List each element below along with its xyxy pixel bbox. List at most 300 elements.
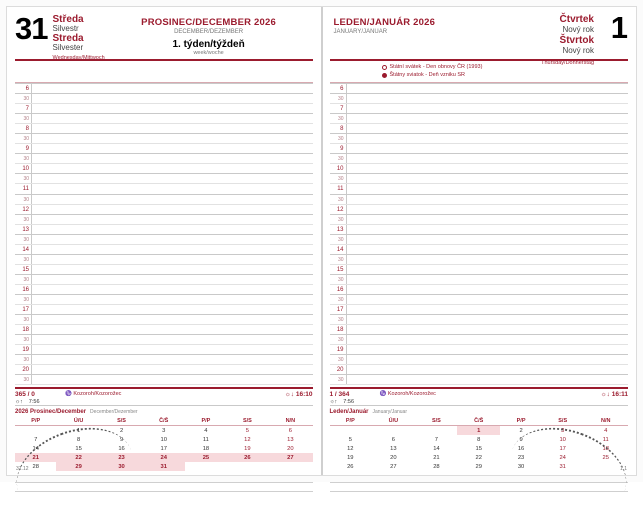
left-calendar-day-cell[interactable]: 25 — [185, 453, 226, 462]
left-halfhour-row[interactable] — [15, 255, 313, 265]
left-hour-writing-line[interactable] — [31, 225, 313, 234]
left-halfhour-writing-line[interactable] — [31, 375, 313, 384]
left-calendar-title-row — [15, 409, 313, 415]
left-calendar-day-cell[interactable]: 26 — [227, 453, 268, 462]
right-zodiac-label: Kozoroh/Kozorožec — [387, 391, 436, 398]
left-halfhour-writing-line[interactable] — [31, 315, 313, 324]
right-calendar-day-cell[interactable]: 2 — [519, 427, 523, 434]
right-halfhour-label: 30 — [337, 256, 344, 263]
right-calendar-title: Leden/Január — [329, 409, 369, 416]
right-halfhour-row[interactable] — [330, 215, 629, 225]
left-halfhour-row[interactable] — [15, 295, 313, 305]
sunrise-icon: ☼↑ — [329, 399, 338, 406]
right-day-number: 1 — [610, 10, 628, 45]
left-calendar-day-cell[interactable]: 3 — [162, 427, 166, 434]
right-halfhour-row[interactable] — [330, 255, 629, 265]
right-halfhour-writing-line[interactable] — [346, 375, 629, 384]
right-hour-label: 13 — [336, 226, 344, 233]
right-hour-writing-line[interactable] — [346, 245, 629, 254]
right-sunset-time: 16:11 — [611, 391, 628, 399]
right-calendar-day-cell[interactable] — [330, 426, 372, 436]
right-halfhour-row[interactable] — [330, 335, 629, 345]
left-calendar-day-cell[interactable]: 14 — [32, 445, 39, 452]
right-calendar-day-cell[interactable]: 9 — [519, 436, 523, 443]
left-halfhour-row[interactable] — [15, 134, 313, 144]
right-halfhour-label: 30 — [337, 96, 344, 103]
holiday-marker-icon — [382, 65, 387, 70]
left-calendar-day-cell[interactable]: 29 — [56, 462, 100, 471]
right-calendar-day-cell[interactable]: 30 — [517, 463, 525, 470]
right-month-title: LEDEN/JANUÁR 2026 — [333, 17, 436, 28]
right-calendar-day-cell[interactable]: 3 — [561, 427, 565, 434]
left-halfhour-writing-line[interactable] — [31, 215, 313, 224]
right-hour-writing-line[interactable] — [346, 84, 629, 93]
left-hour-writing-line[interactable] — [31, 245, 313, 254]
right-calendar-day-cell[interactable]: 25 — [602, 454, 609, 461]
left-day-name-cs: Středa — [52, 14, 84, 25]
right-halfhour-label: 30 — [337, 216, 344, 223]
left-calendar-day-cell[interactable]: 15 — [75, 445, 82, 452]
right-zodiac — [380, 391, 601, 397]
left-day-count: 365 / 0 — [15, 391, 35, 399]
right-holiday-item — [330, 63, 629, 71]
right-hour-label: 15 — [336, 266, 344, 273]
right-sunrise-time: 7:56 — [343, 399, 355, 406]
right-halfhour-writing-line[interactable] — [346, 134, 629, 143]
left-daycount-block — [15, 391, 63, 405]
left-hour-row[interactable] — [15, 285, 313, 295]
right-day-name-sk: Štvrtok — [559, 35, 594, 46]
left-page-header — [15, 11, 313, 61]
right-hour-label: 9 — [340, 146, 344, 153]
left-halfhour-label: 30 — [23, 236, 29, 243]
right-halfhour-row[interactable] — [330, 275, 629, 285]
left-halfhour-writing-line[interactable] — [31, 154, 313, 163]
right-calendar-day-cell[interactable]: 8 — [477, 436, 481, 443]
left-calendar-col-header: S/S — [101, 416, 142, 426]
right-holiday-label: Štátny sviatok - Deň vzniku SR — [389, 72, 466, 78]
right-month-subtitle: JANUARY/JANUAR — [333, 29, 388, 35]
right-halfhour-row[interactable] — [330, 114, 629, 124]
left-calendar-day-cell[interactable] — [268, 462, 312, 471]
right-calendar-day-cell[interactable]: 23 — [517, 454, 525, 461]
right-halfhour-writing-line[interactable] — [346, 94, 629, 103]
left-halfhour-row[interactable] — [15, 114, 313, 124]
left-calendar-day-cell[interactable]: 8 — [77, 436, 81, 443]
left-hour-row[interactable] — [15, 225, 313, 235]
left-hour-row[interactable] — [15, 265, 313, 275]
right-halfhour-row[interactable] — [330, 315, 629, 325]
left-calendar-day-cell[interactable] — [227, 462, 268, 471]
left-halfhour-writing-line[interactable] — [31, 134, 313, 143]
right-calendar-day-cell[interactable]: 14 — [433, 445, 440, 452]
right-hour-writing-line[interactable] — [346, 164, 629, 173]
left-hour-label: 6 — [25, 86, 29, 92]
right-hour-row[interactable] — [330, 144, 629, 154]
left-sun-times — [15, 399, 63, 405]
left-halfhour-label: 30 — [23, 357, 29, 364]
right-halfhour-row[interactable] — [330, 134, 629, 144]
left-calendar-day-cell[interactable]: 16 — [118, 445, 125, 452]
left-zodiac — [65, 391, 285, 397]
left-footer-top — [15, 387, 313, 406]
sunrise-icon: ☼↑ — [15, 399, 23, 406]
right-holiday-label: Státní svátek - Den obnovy ČR (1993) — [389, 64, 483, 70]
left-month-block — [105, 15, 313, 56]
right-calendar-col-header: Č/Š — [457, 416, 500, 426]
right-hour-row[interactable] — [330, 245, 629, 255]
left-calendar-day-cell[interactable]: 5 — [245, 427, 250, 434]
right-halfhour-label: 30 — [337, 136, 344, 143]
right-halfhour-writing-line[interactable] — [346, 174, 629, 183]
left-hour-row[interactable] — [15, 305, 313, 315]
left-calendar-day-cell[interactable]: 21 — [15, 453, 56, 462]
right-hour-row[interactable] — [330, 285, 629, 295]
right-sun-times — [330, 399, 378, 405]
left-hour-row[interactable] — [15, 245, 313, 255]
right-calendar-day-cell[interactable]: 12 — [347, 445, 354, 452]
left-hour-writing-line[interactable] — [31, 124, 313, 133]
right-hour-row[interactable] — [330, 365, 629, 375]
right-calendar-col-header: P/P — [330, 416, 372, 426]
left-hour-row[interactable] — [15, 124, 313, 134]
right-halfhour-writing-line[interactable] — [346, 215, 629, 224]
left-hour-writing-line[interactable] — [31, 184, 313, 193]
right-calendar-day-cell[interactable]: 16 — [517, 445, 525, 452]
right-calendar-day-cell[interactable]: 27 — [390, 463, 397, 470]
left-calendar-day-cell[interactable] — [15, 426, 56, 436]
left-calendar-day-cell[interactable]: 19 — [244, 445, 251, 452]
right-hour-label: 20 — [336, 367, 344, 374]
right-hour-writing-line[interactable] — [346, 124, 629, 133]
right-hour-label: 16 — [336, 286, 344, 293]
sunset-icon: ☼↓ — [600, 391, 610, 399]
right-hour-writing-line[interactable] — [346, 205, 629, 214]
right-hour-label: 19 — [336, 347, 344, 354]
left-day-names — [52, 15, 104, 63]
left-sunset-time: 16:10 — [295, 391, 313, 399]
left-halfhour-label: 30 — [23, 296, 29, 303]
left-halfhour-label: 30 — [23, 196, 29, 203]
right-halfhour-label: 30 — [337, 337, 344, 344]
left-hour-writing-line[interactable] — [31, 285, 313, 294]
right-halfhour-row[interactable] — [330, 94, 629, 104]
right-hour-label: 8 — [340, 126, 344, 133]
right-hour-row[interactable] — [330, 124, 629, 134]
left-hour-label: 15 — [22, 266, 29, 273]
left-halfhour-writing-line[interactable] — [31, 174, 313, 183]
right-halfhour-label: 30 — [337, 296, 344, 303]
left-hour-label: 19 — [22, 347, 29, 354]
right-page-number: 1.1 — [620, 466, 627, 472]
right-calendar-day-cell[interactable]: 1 — [457, 426, 500, 436]
left-calendar-day-cell[interactable]: 22 — [56, 453, 100, 462]
right-calendar-day-cell[interactable]: 5 — [348, 436, 352, 443]
right-calendar-day-cell[interactable]: 26 — [347, 463, 354, 470]
right-calendar-day-cell[interactable]: 4 — [604, 427, 608, 434]
right-halfhour-row[interactable] — [330, 235, 629, 245]
right-hour-grid — [330, 83, 629, 385]
left-hour-writing-line[interactable] — [31, 365, 313, 374]
right-day-count: 1 / 364 — [329, 391, 350, 399]
right-hour-writing-line[interactable] — [346, 325, 629, 334]
left-hour-writing-line[interactable] — [31, 325, 313, 334]
right-daycount-block — [330, 391, 378, 405]
left-calendar-day-cell[interactable]: 10 — [160, 436, 167, 443]
right-halfhour-writing-line[interactable] — [346, 315, 629, 324]
left-halfhour-row[interactable] — [15, 355, 313, 365]
right-calendar-day-cell[interactable]: 31 — [559, 463, 566, 470]
left-hour-label: 14 — [22, 246, 29, 253]
left-calendar-day-cell[interactable]: 9 — [119, 436, 124, 443]
left-halfhour-label: 30 — [23, 96, 29, 103]
right-hour-row[interactable] — [330, 265, 629, 275]
left-calendar-day-cell[interactable]: 6 — [288, 427, 292, 434]
right-calendar-day-cell[interactable] — [416, 426, 458, 436]
left-halfhour-row[interactable] — [15, 154, 313, 164]
left-hour-writing-line[interactable] — [31, 104, 313, 113]
left-calendar-day-cell[interactable] — [185, 462, 226, 471]
left-calendar-day-cell[interactable]: 18 — [202, 445, 210, 452]
left-halfhour-label: 30 — [23, 116, 29, 123]
right-calendar-day-cell[interactable]: 7 — [434, 436, 439, 443]
left-page-number: 31.12 — [16, 466, 29, 472]
left-hour-label: 7 — [25, 106, 29, 113]
left-halfhour-writing-line[interactable] — [31, 94, 313, 103]
right-calendar-day-cell[interactable]: 20 — [390, 454, 397, 461]
right-calendar-day-cell[interactable]: 18 — [602, 445, 609, 452]
spine-divider — [322, 7, 323, 475]
left-halfhour-row[interactable] — [15, 275, 313, 285]
right-halfhour-writing-line[interactable] — [346, 295, 629, 304]
left-hour-label: 18 — [22, 327, 29, 334]
left-hour-grid — [15, 83, 313, 385]
left-halfhour-writing-line[interactable] — [31, 255, 313, 264]
left-hour-writing-line[interactable] — [31, 84, 313, 93]
right-halfhour-writing-line[interactable] — [346, 195, 629, 204]
right-hour-row[interactable] — [330, 205, 629, 215]
right-halfhour-label: 30 — [337, 196, 344, 203]
left-calendar-day-cell[interactable]: 1 — [77, 427, 81, 434]
left-hour-label: 13 — [22, 226, 29, 233]
left-hour-writing-line[interactable] — [31, 345, 313, 354]
right-name-day-cs: Nový rok — [562, 25, 594, 34]
left-week-title: 1. týden/týždeň — [172, 39, 245, 50]
left-halfhour-writing-line[interactable] — [31, 195, 313, 204]
left-halfhour-label: 30 — [23, 216, 29, 223]
left-hour-label: 20 — [22, 367, 29, 374]
left-zodiac-block — [63, 391, 285, 397]
right-hour-writing-line[interactable] — [346, 184, 629, 193]
right-halfhour-row[interactable] — [330, 174, 629, 184]
left-halfhour-writing-line[interactable] — [31, 355, 313, 364]
right-calendar-day-cell[interactable]: 24 — [559, 454, 566, 461]
right-page-header — [330, 10, 629, 66]
right-calendar-day-cell[interactable]: 22 — [475, 454, 482, 461]
right-calendar-day-cell[interactable]: 29 — [475, 463, 482, 470]
right-calendar-col-header: S/S — [416, 416, 458, 426]
left-holiday-blank-1 — [15, 63, 313, 72]
right-hour-writing-line[interactable] — [346, 144, 629, 153]
left-halfhour-writing-line[interactable] — [31, 235, 313, 244]
right-halfhour-writing-line[interactable] — [346, 255, 629, 264]
right-halfhour-writing-line[interactable] — [346, 114, 629, 123]
right-halfhour-label: 30 — [337, 276, 344, 283]
diary-spread — [6, 6, 637, 476]
left-calendar-day-cell[interactable]: 13 — [287, 436, 294, 443]
right-sunset-block — [601, 391, 628, 398]
left-calendar-day-cell[interactable]: 12 — [244, 436, 251, 443]
right-halfhour-row[interactable] — [330, 295, 629, 305]
left-halfhour-row[interactable] — [15, 195, 313, 205]
left-hour-row[interactable] — [15, 365, 313, 375]
left-hour-row[interactable] — [15, 345, 313, 355]
left-calendar-day-cell[interactable]: 4 — [204, 427, 208, 434]
right-hour-writing-line[interactable] — [346, 305, 629, 314]
right-calendar-day-cell[interactable]: 19 — [347, 454, 354, 461]
right-hour-writing-line[interactable] — [346, 345, 629, 354]
left-calendar-header-row — [15, 416, 313, 426]
right-calendar-day-cell[interactable] — [371, 426, 415, 436]
right-calendar-col-header: Ú/U — [371, 416, 415, 426]
right-calendar-day-cell[interactable]: 28 — [433, 463, 440, 470]
right-hour-row[interactable] — [330, 164, 629, 174]
right-hour-writing-line[interactable] — [346, 104, 629, 113]
left-hour-writing-line[interactable] — [31, 144, 313, 153]
right-hour-writing-line[interactable] — [346, 285, 629, 294]
right-calendar-col-header: S/S — [542, 416, 584, 426]
right-halfhour-row[interactable] — [330, 355, 629, 365]
left-calendar-day-cell[interactable]: 23 — [101, 453, 142, 462]
left-hour-row[interactable] — [15, 205, 313, 215]
right-halfhour-row[interactable] — [330, 375, 629, 385]
right-halfhour-writing-line[interactable] — [346, 335, 629, 344]
left-calendar-day-cell[interactable]: 30 — [101, 462, 142, 471]
right-hour-writing-line[interactable] — [346, 225, 629, 234]
zodiac-icon: ♑ — [379, 391, 387, 398]
left-calendar-day-cell[interactable]: 24 — [142, 453, 185, 462]
left-sunrise-time: 7:56 — [28, 399, 40, 406]
left-hour-writing-line[interactable] — [31, 205, 313, 214]
right-hour-row[interactable] — [330, 184, 629, 194]
left-hour-writing-line[interactable] — [31, 164, 313, 173]
left-hour-row[interactable] — [15, 164, 313, 174]
left-hour-label: 16 — [22, 286, 29, 293]
left-week-subtitle: week/woche — [193, 50, 224, 56]
right-halfhour-writing-line[interactable] — [346, 355, 629, 364]
left-halfhour-row[interactable] — [15, 235, 313, 245]
left-halfhour-label: 30 — [23, 176, 29, 183]
right-hour-row[interactable] — [330, 225, 629, 235]
right-halfhour-writing-line[interactable] — [346, 154, 629, 163]
left-calendar-day-cell[interactable]: 2 — [119, 427, 124, 434]
left-hour-label: 11 — [22, 186, 29, 193]
left-hour-row[interactable] — [15, 184, 313, 194]
left-halfhour-row[interactable] — [15, 94, 313, 104]
left-halfhour-writing-line[interactable] — [31, 114, 313, 123]
right-halfhour-label: 30 — [337, 377, 344, 384]
left-halfhour-label: 30 — [23, 317, 29, 324]
left-hour-writing-line[interactable] — [31, 305, 313, 314]
left-calendar-day-cell[interactable]: 11 — [202, 436, 209, 443]
right-hour-row[interactable] — [330, 305, 629, 315]
left-sunset-block — [285, 391, 313, 398]
left-hour-label: 17 — [22, 307, 29, 314]
left-halfhour-row[interactable] — [15, 335, 313, 345]
left-hour-writing-line[interactable] — [31, 265, 313, 274]
left-calendar-day-cell[interactable]: 28 — [32, 463, 39, 470]
right-calendar-day-cell[interactable]: 6 — [391, 436, 395, 443]
right-page — [322, 7, 637, 475]
right-zodiac-block — [378, 391, 601, 397]
right-hour-row[interactable] — [330, 325, 629, 335]
left-halfhour-row[interactable] — [15, 315, 313, 325]
left-calendar-title: 2026 Prosinec/December — [15, 409, 87, 416]
left-calendar-col-header: P/P — [185, 416, 226, 426]
right-calendar-day-cell[interactable]: 13 — [390, 445, 397, 452]
left-hour-row[interactable] — [15, 325, 313, 335]
right-halfhour-row[interactable] — [330, 195, 629, 205]
sunset-icon: ☼↓ — [284, 391, 295, 399]
left-calendar-day-cell[interactable]: 20 — [287, 445, 294, 452]
right-halfhour-writing-line[interactable] — [346, 275, 629, 284]
right-halfhour-writing-line[interactable] — [346, 235, 629, 244]
right-hour-writing-line[interactable] — [346, 365, 629, 374]
left-halfhour-label: 30 — [23, 136, 29, 143]
left-halfhour-writing-line[interactable] — [31, 295, 313, 304]
right-hour-label: 18 — [336, 327, 344, 334]
left-hour-row[interactable] — [15, 84, 313, 94]
right-hour-row[interactable] — [330, 104, 629, 114]
left-calendar-day-cell[interactable]: 17 — [160, 445, 167, 452]
right-hour-label: 11 — [337, 186, 344, 193]
left-day-name-multilingual: Wednesday/Mittwoch — [52, 55, 105, 61]
right-calendar-day-cell[interactable]: 21 — [433, 454, 440, 461]
left-halfhour-row[interactable] — [15, 215, 313, 225]
left-calendar-day-cell[interactable]: 31 — [142, 462, 185, 471]
right-hour-row[interactable] — [330, 345, 629, 355]
left-halfhour-writing-line[interactable] — [31, 275, 313, 284]
left-hour-row[interactable] — [15, 144, 313, 154]
left-calendar-col-header: P/P — [15, 416, 56, 426]
left-halfhour-row[interactable] — [15, 375, 313, 385]
right-calendar-title-row — [330, 409, 629, 415]
right-halfhour-label: 30 — [337, 236, 344, 243]
right-halfhour-label: 30 — [337, 357, 344, 364]
left-hour-label: 12 — [22, 206, 29, 213]
right-calendar-col-header: N/N — [584, 416, 629, 426]
right-day-name-cs: Čtvrtek — [559, 14, 594, 25]
left-calendar-col-header: Č/Š — [142, 416, 185, 426]
left-halfhour-row[interactable] — [15, 174, 313, 184]
left-halfhour-label: 30 — [23, 276, 29, 283]
right-halfhour-label: 30 — [337, 176, 344, 183]
right-hour-row[interactable] — [330, 84, 629, 94]
right-calendar-day-cell[interactable]: 11 — [602, 436, 609, 443]
right-halfhour-row[interactable] — [330, 154, 629, 164]
right-calendar-day-cell[interactable]: 17 — [559, 445, 566, 452]
right-calendar-day-cell[interactable]: 15 — [475, 445, 482, 452]
left-calendar-day-cell[interactable]: 7 — [34, 436, 38, 443]
left-calendar-day-cell[interactable]: 27 — [268, 453, 312, 462]
right-hour-writing-line[interactable] — [346, 265, 629, 274]
right-calendar-day-cell[interactable]: 10 — [559, 436, 566, 443]
left-halfhour-writing-line[interactable] — [31, 335, 313, 344]
right-halfhour-label: 30 — [337, 156, 344, 163]
right-name-day-sk: Nový rok — [562, 46, 594, 55]
right-footer-top — [330, 387, 629, 406]
left-hour-row[interactable] — [15, 104, 313, 114]
